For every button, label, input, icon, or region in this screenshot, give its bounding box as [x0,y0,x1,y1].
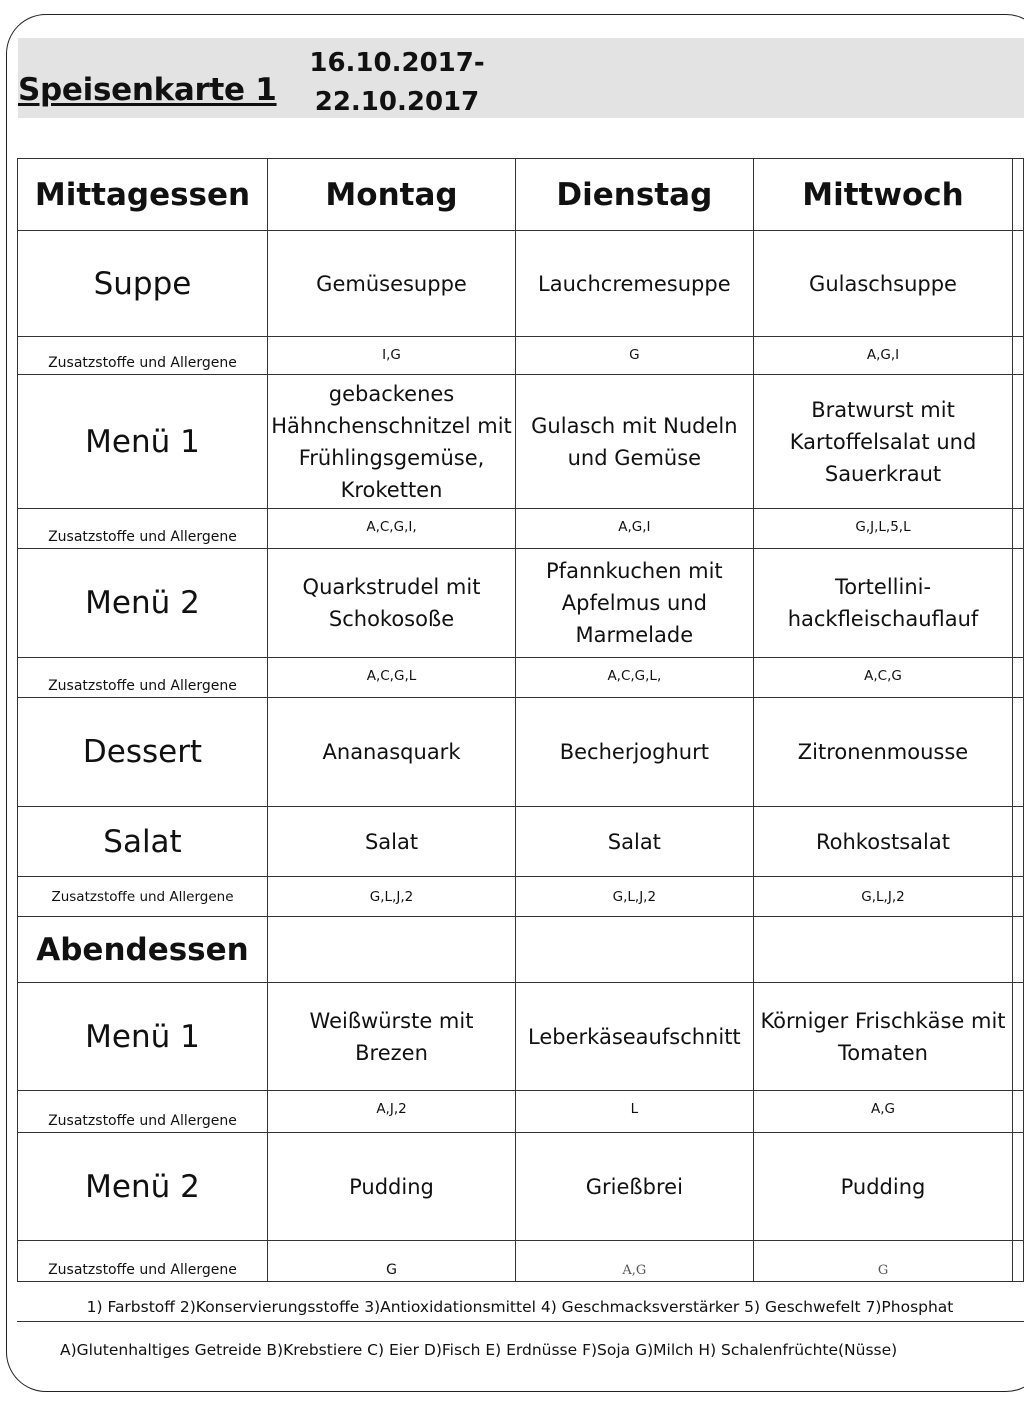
additives-legend: 1) Farbstoff 2)Konservierungsstoffe 3)Antioxidationsmittel 4) Geschmacksverstärker 5) Geschwefelt 7)Phosphat [86,1298,954,1316]
cell-wed: Bratwurst mit Kartoffelsalat und Sauerkraut [753,375,1013,509]
allergen-label: Zusatzstoffe und Allergene [18,1091,268,1133]
cell-wed: Tortellini-hackfleischauflauf [753,549,1013,658]
allergen-mon: A,C,G,L [267,658,515,698]
allergen-label: Zusatzstoffe und Allergene [18,1241,268,1282]
section-heading-abendessen: Abendessen [18,917,268,983]
row-menu2 [18,549,1024,658]
cell-mon: Pudding [267,1133,515,1241]
menu-table [17,158,1024,1282]
row-dessert [18,698,1024,807]
row-menu1 [18,375,1024,509]
row-label: Salat [18,807,268,877]
cell-tue: Gulasch mit Nudeln und Gemüse [516,375,754,509]
legend-divider [17,1321,1024,1322]
row-salat [18,807,1024,877]
allergen-mon: I,G [267,337,515,375]
allergen-wed: G,J,L,5,L [753,509,1013,549]
allergen-wed: A,G,I [753,337,1013,375]
page-title: Speisenkarte 1 [18,72,277,108]
cell-wed: Gulaschsuppe [753,231,1013,337]
row-label: Dessert [18,698,268,807]
row-abend-menu2 [18,1133,1024,1241]
allergen-tue: A,G,I [516,509,754,549]
row-allergens [18,1241,1024,1282]
row-suppe [18,231,1024,337]
table-header-row [18,159,1024,231]
cell-mon: gebackenes Hähnchenschnitzel mit Frühlingsgemüse, Kroketten [267,375,515,509]
row-label: Menü 2 [18,1133,268,1241]
cell-tue: Becherjoghurt [516,698,754,807]
cell-mon: Ananasquark [267,698,515,807]
cell-wed: Zitronenmousse [753,698,1013,807]
date-start: 16.10.2017- [309,48,485,78]
cell-wed: Körniger Frischkäse mit Tomaten [753,983,1013,1091]
allergen-tue: G [516,337,754,375]
cell-mon: Quarkstrudel mit Schokosoße [267,549,515,658]
row-label: Menü 1 [18,375,268,509]
row-allergens [18,1091,1024,1133]
allergen-wed: A,C,G [753,658,1013,698]
allergens-legend: A)Glutenhaltiges Getreide B)Krebstiere C) Eier D)Fisch E) Erdnüsse F)Soja G)Milch H) Schalenfrüchte(Nüsse) [60,1341,898,1359]
cell-mon: Weißwürste mit Brezen [267,983,515,1091]
date-end: 22.10.2017 [314,87,480,117]
header-dienstag: Dienstag [516,159,754,231]
row-allergens [18,658,1024,698]
allergen-mon: G [267,1241,515,1282]
allergen-tue: G,L,J,2 [516,877,754,917]
allergen-wed: G,L,J,2 [753,877,1013,917]
row-abend-menu1 [18,983,1024,1091]
cell-tue: Salat [516,807,754,877]
allergen-label: Zusatzstoffe und Allergene [18,877,268,917]
allergen-tue: A,C,G,L, [516,658,754,698]
row-label: Menü 2 [18,549,268,658]
row-allergens [18,509,1024,549]
date-range [304,44,490,122]
allergen-label: Zusatzstoffe und Allergene [18,658,268,698]
allergen-tue: L [516,1091,754,1133]
allergen-mon: G,L,J,2 [267,877,515,917]
cell-mon: Gemüsesuppe [267,231,515,337]
cell-tue: Lauchcremesuppe [516,231,754,337]
cell-wed: Pudding [753,1133,1013,1241]
row-allergens [18,337,1024,375]
row-allergens [18,877,1024,917]
allergen-wed: A,G [753,1091,1013,1133]
row-abendessen-heading [18,917,1024,983]
header-mittagessen: Mittagessen [18,159,268,231]
cell-wed: Rohkostsalat [753,807,1013,877]
cell-mon: Salat [267,807,515,877]
allergen-label: Zusatzstoffe und Allergene [18,337,268,375]
allergen-wed: G [753,1241,1013,1282]
row-label: Menü 1 [18,983,268,1091]
cell-tue: Pfannkuchen mit Apfelmus und Marmelade [516,549,754,658]
allergen-tue: A,G [516,1241,754,1282]
cell-tue: Leberkäseaufschnitt [516,983,754,1091]
header-montag: Montag [267,159,515,231]
cell-tue: Grießbrei [516,1133,754,1241]
allergen-mon: A,C,G,I, [267,509,515,549]
allergen-mon: A,J,2 [267,1091,515,1133]
allergen-label: Zusatzstoffe und Allergene [18,509,268,549]
row-label: Suppe [18,231,268,337]
header-mittwoch: Mittwoch [753,159,1013,231]
